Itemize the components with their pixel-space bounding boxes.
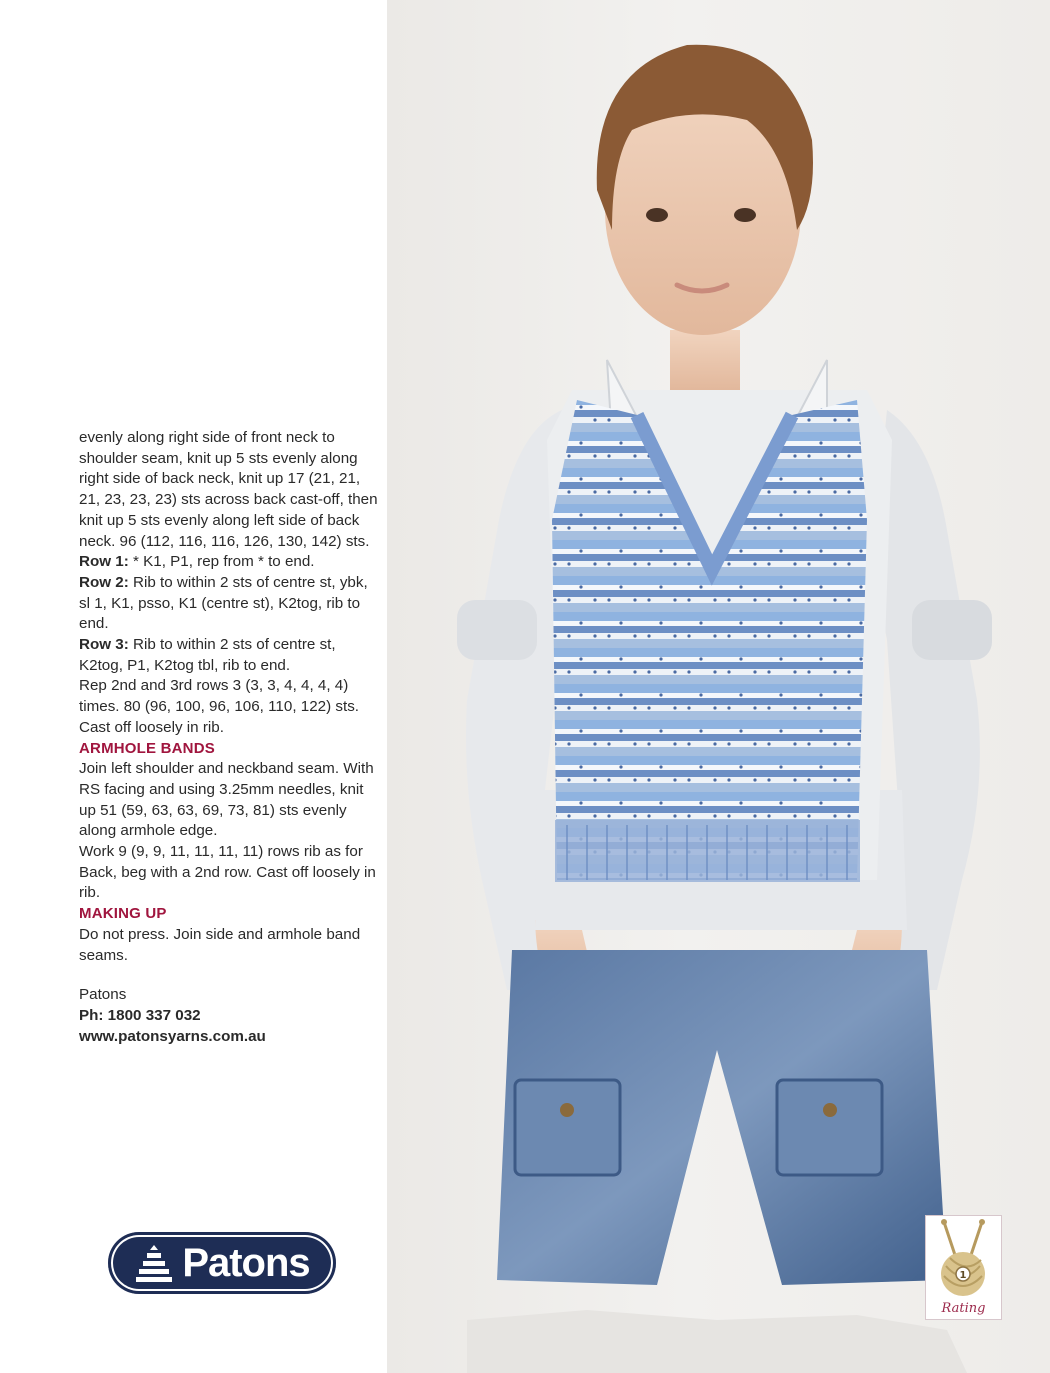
rating-badge: [925, 1215, 1002, 1320]
row-text: * K1, P1, rep from * to end.: [128, 553, 315, 571]
beehive-icon: [134, 1241, 174, 1285]
pattern-repeat: Rep 2nd and 3rd rows 3 (3, 3, 4, 4, 4, 4) times. 80 (96, 100, 96, 106, 110, 122) sts. Cast off loosely in rib.: [79, 677, 360, 736]
yarn-ball-needles-icon: [926, 1216, 1001, 1301]
pattern-row-2: [79, 573, 379, 635]
making-up-heading: MAKING UP: [79, 905, 167, 923]
model-photo: [387, 0, 1050, 1373]
armhole-heading: ARMHOLE BANDS: [79, 739, 215, 757]
row-label: Row 2:: [79, 573, 129, 591]
row-text: Rib to within 2 sts of centre st, ybk, sl 1, K1, psso, K1 (centre st), K2tog, rib to end.: [79, 573, 368, 633]
rating-label: Rating: [941, 1301, 986, 1316]
rating-value: 1: [959, 1270, 967, 1281]
contact-url[interactable]: www.patonsyarns.com.au: [79, 1027, 266, 1045]
contact-phone: Ph: 1800 337 032: [79, 1006, 201, 1024]
pattern-row-3: [79, 635, 379, 676]
row-label: Row 3:: [79, 636, 129, 654]
armhole-paragraph-1: Join left shoulder and neckband seam. With RS facing and using 3.25mm needles, knit up 51 (59, 63, 63, 69, 73, 81) sts evenly along armhole edge.: [79, 760, 374, 840]
boy-in-vest-illustration: [387, 0, 1050, 1373]
pattern-text-column: [79, 428, 379, 1047]
row-text: Rib to within 2 sts of centre st, K2tog, P1, K2tog tbl, rib to end.: [79, 636, 336, 674]
row-label: Row 1:: [79, 553, 129, 571]
contact-name: Patons: [79, 986, 127, 1004]
making-up-paragraph: Do not press. Join side and armhole band seams.: [79, 925, 361, 964]
pattern-row-1: [79, 552, 379, 573]
patons-logo: [108, 1232, 336, 1294]
logo-text: Patons: [182, 1240, 310, 1285]
pattern-intro: evenly along right side of front neck to shoulder seam, knit up 5 sts evenly along right side of back neck, knit up 17 (21, 21, 21, 23, 23, 23) sts across back cast-off, then knit up 5 sts evenly along left side of back neck. 96 (112, 116, 116, 126, 130, 142) sts.: [79, 429, 378, 550]
armhole-paragraph-2: Work 9 (9, 9, 11, 11, 11, 11) rows rib as for Back, beg with a 2nd row. Cast off loosely in rib.: [79, 843, 376, 902]
contact-block: [79, 985, 379, 1047]
